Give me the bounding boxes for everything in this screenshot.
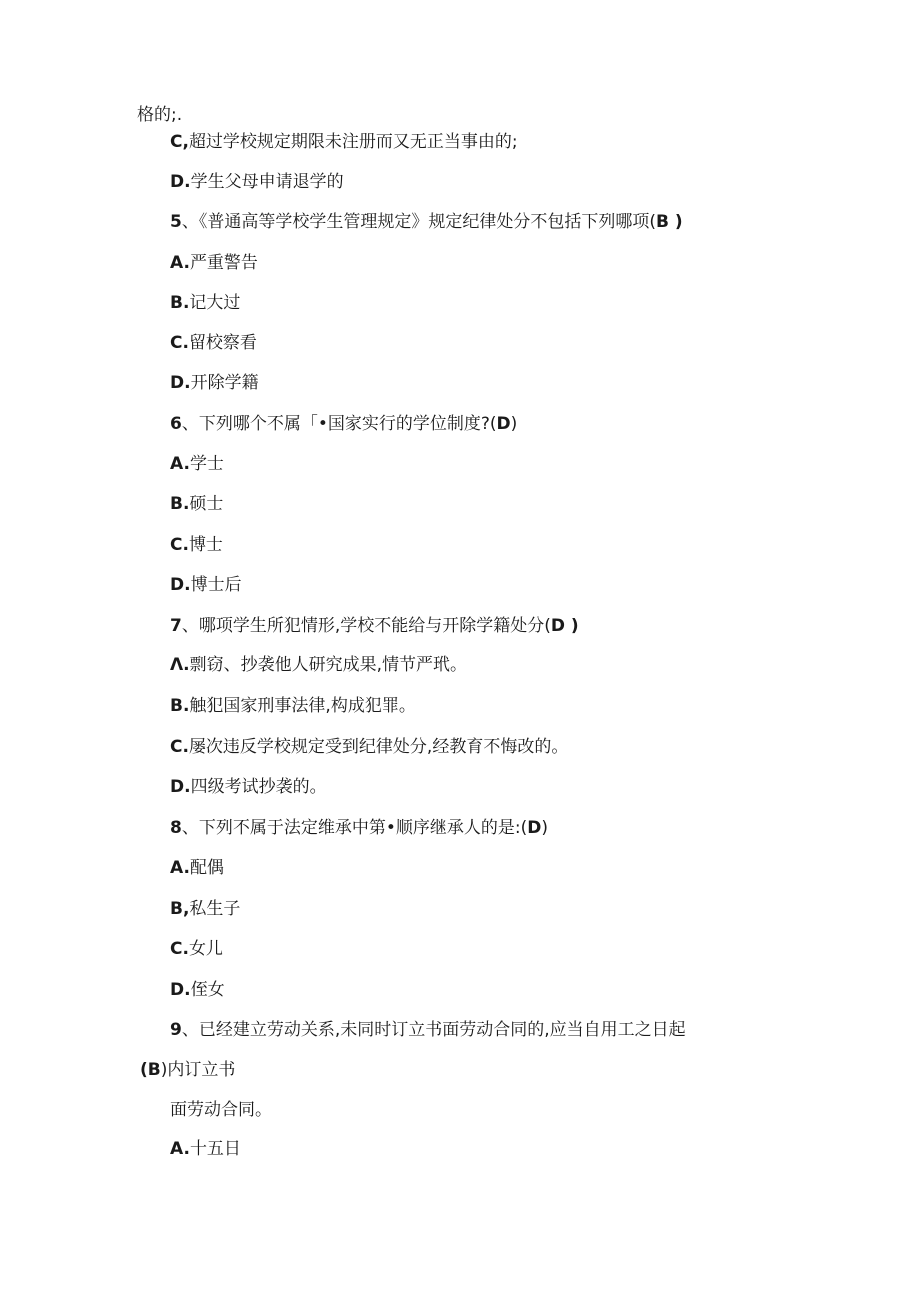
line-marker: D. (170, 575, 191, 595)
line-marker: A. (170, 858, 190, 878)
text-line (170, 413, 517, 435)
line-marker: 5 (170, 212, 182, 232)
line-text: 硕士 (189, 494, 224, 514)
line-text: 留校察看 (188, 333, 257, 353)
line-text: ) (541, 818, 548, 838)
line-text: )内订立书 (160, 1060, 236, 1080)
answer-label: D ) (550, 616, 579, 636)
text-line (137, 104, 182, 126)
text-line (170, 898, 240, 920)
line-marker: 9 (170, 1020, 182, 1040)
text-line (170, 292, 240, 314)
line-text: 记大过 (189, 293, 241, 313)
answer-label: B ) (655, 212, 683, 232)
line-marker: D. (170, 373, 191, 393)
line-marker: B. (170, 494, 190, 514)
line-marker: 7 (170, 616, 182, 636)
text-line (170, 211, 683, 233)
text-line (170, 131, 518, 153)
line-marker: C. (170, 535, 189, 555)
line-marker: D. (170, 172, 191, 192)
line-marker: D. (170, 980, 191, 1000)
line-text: 开除学籍 (190, 373, 259, 393)
text-line (170, 252, 258, 274)
line-text: 配偶 (189, 858, 224, 878)
line-text: 、哪项学生所犯情形,学校不能给与开除学籍处分( (181, 616, 551, 636)
line-text: 屡次违反学校规定受到纪律处分,经教育不悔改的。 (188, 737, 569, 757)
line-text: 超过学校规定期限未注册而又无正当事由的; (188, 132, 518, 152)
line-text: 、《普通高等学校学生管理规定》规定纪律处分不包括下列哪项( (181, 212, 656, 232)
line-text: 、下列哪个不属「•国家实行的学位制度?( (181, 414, 497, 434)
line-text: 严重警告 (189, 253, 258, 273)
line-text: ) (510, 414, 518, 434)
line-text: 触犯国家刑事法律,构成犯罪。 (189, 696, 416, 716)
text-line (170, 453, 224, 475)
line-marker: 6 (170, 414, 182, 434)
line-text: 侄女 (190, 980, 225, 1000)
text-line (170, 332, 257, 354)
line-marker: A. (170, 253, 190, 273)
text-line (170, 817, 548, 839)
line-marker: B. (170, 696, 190, 716)
text-line (170, 695, 416, 717)
text-line (170, 938, 223, 960)
line-marker: 8 (170, 818, 182, 838)
text-line (170, 1019, 686, 1041)
line-marker: A. (170, 1139, 190, 1159)
line-text: 女儿 (188, 939, 223, 959)
line-text: 博士 (188, 535, 223, 555)
line-text: 面劳动合同。 (170, 1100, 272, 1120)
line-marker: C. (170, 939, 189, 959)
text-line (170, 979, 225, 1001)
line-text: 学士 (189, 454, 224, 474)
text-line (170, 372, 259, 394)
text-line (170, 534, 223, 556)
text-line (170, 1099, 272, 1121)
line-marker: C. (170, 737, 189, 757)
line-text: 格的;. (137, 105, 183, 125)
text-line (170, 171, 344, 193)
text-line (170, 736, 568, 758)
text-line (140, 1059, 235, 1081)
text-line (170, 1138, 241, 1160)
line-marker: A. (170, 454, 190, 474)
line-marker: B. (170, 293, 190, 313)
line-marker: C, (170, 132, 189, 152)
text-line (170, 615, 579, 637)
text-line (170, 574, 242, 596)
line-text: 十五日 (189, 1139, 241, 1159)
line-text: 剽窃、抄袭他人研究成果,情节严玳。 (189, 655, 468, 675)
text-line (170, 776, 327, 798)
line-text: 、已经建立劳动关系,未同时订立书面劳动合同的,应当自用工之日起 (181, 1020, 686, 1040)
line-marker: D. (170, 777, 191, 797)
line-text: 、下列不属于法定维承中第•顺序继承人的是:( (181, 818, 528, 838)
line-marker: Λ. (170, 655, 190, 675)
answer-label: D (527, 818, 542, 838)
line-marker: ( (140, 1060, 148, 1080)
text-line (170, 493, 223, 515)
answer-label: B (147, 1060, 161, 1080)
line-text: 博士后 (190, 575, 242, 595)
text-line (170, 654, 467, 676)
line-text: 私生子 (189, 899, 241, 919)
answer-label: D (496, 414, 511, 434)
line-text: 四级考试抄袭的。 (190, 777, 327, 797)
line-marker: B, (170, 899, 190, 919)
text-line (170, 857, 224, 879)
line-marker: C. (170, 333, 189, 353)
line-text: 学生父母申请退学的 (190, 172, 344, 192)
